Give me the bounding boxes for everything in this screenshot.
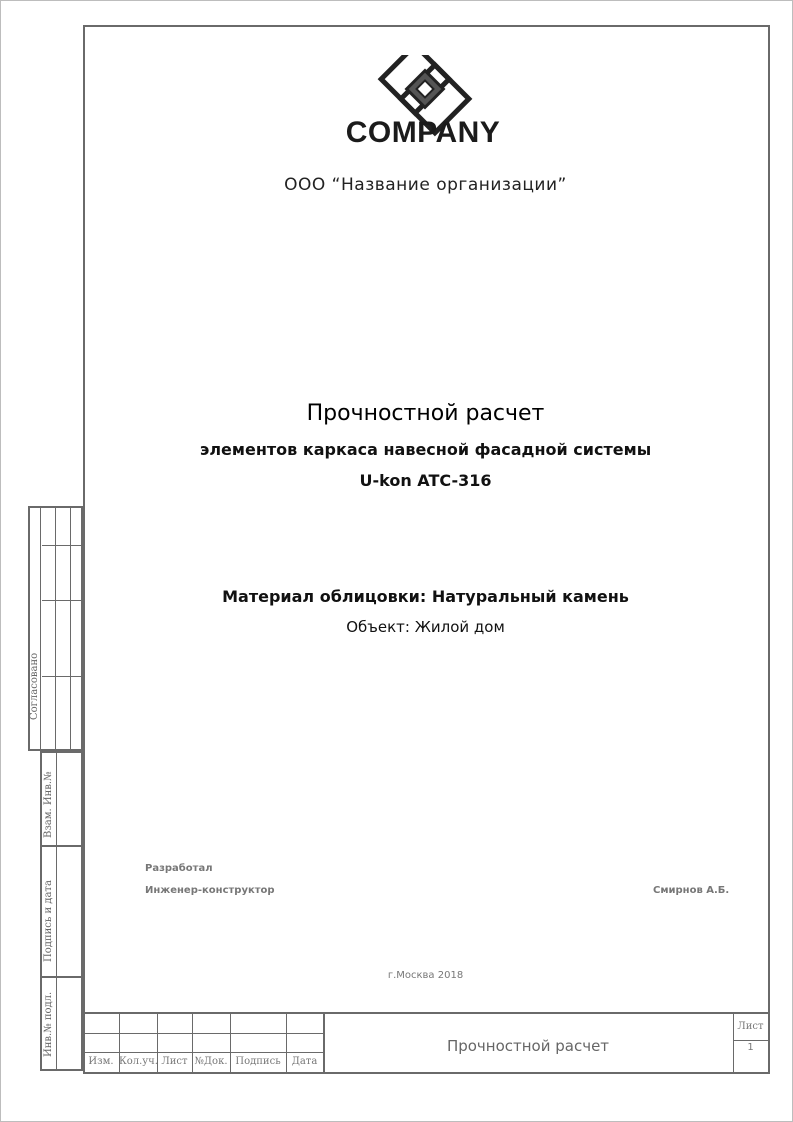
sheet-number: 1 [747, 1042, 754, 1053]
facing-material: Материал облицовки: Натуральный камень [222, 587, 629, 606]
system-model: U-kon ATC-316 [359, 471, 492, 490]
document-title: Прочностной расчет [306, 401, 545, 426]
title-block [83, 1012, 768, 1073]
company-logo-text: COMPANY [345, 116, 501, 149]
col-doc-number: №Док. [194, 1056, 228, 1067]
replace-inv-label: Взам. Инв.№ [43, 771, 54, 838]
col-count: Кол.уч. [119, 1056, 158, 1067]
stamp-title: Прочностной расчет [446, 1037, 610, 1055]
object-name: Объект: Жилой дом [346, 618, 505, 636]
col-change: Изм. [88, 1056, 114, 1067]
engineer-name: Смирнов А.Б. [653, 885, 730, 896]
city-year: г.Москва 2018 [387, 970, 464, 981]
document-subtitle: элементов каркаса навесной фасадной системы [199, 440, 652, 459]
agreed-label: Согласовано [29, 652, 40, 720]
inv-orig-label: Инв.№ подл. [43, 991, 54, 1057]
engineer-position: Инженер-конструктор [145, 885, 275, 896]
organization-name: ООО “Название организации” [284, 175, 567, 195]
col-signature: Подпись [235, 1056, 281, 1067]
col-date: Дата [291, 1056, 318, 1067]
col-sheet: Лист [161, 1056, 188, 1067]
sheet-label: Лист [737, 1021, 764, 1032]
developed-label: Разработал [145, 863, 213, 874]
sign-date-label: Подпись и дата [43, 880, 54, 962]
